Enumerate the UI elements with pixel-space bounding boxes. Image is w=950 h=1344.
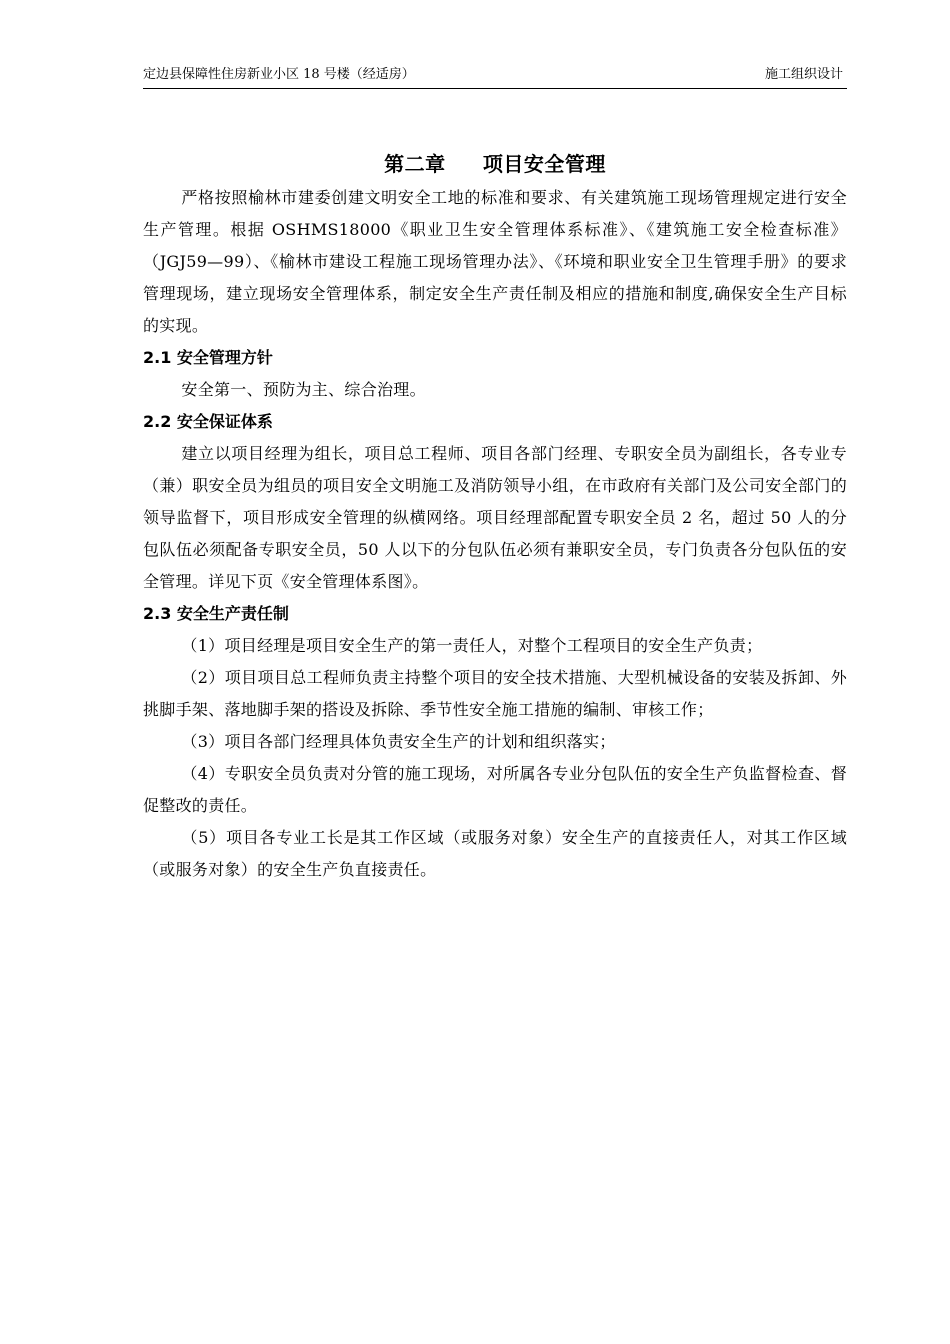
section-heading: 2.1 安全管理方针 — [143, 348, 273, 367]
responsibility-item: （1）项目经理是项目安全生产的第一责任人，对整个工程项目的安全生产负责； — [181, 636, 763, 655]
intro-paragraph: 严格按照榆林市建委创建文明安全工地的标准和要求、有关建筑施工现场管理规定进行安全生产管理。根据 OSHMS18000《职业卫生安全管理体系标准》、《建筑施工安全检查标准》（JGJ59—99）、《榆林市建设工程施工现场管理办法》、《环境和职业安全卫生管理手册》的要求管理现场，建立现场安全管理体系，制定安全生产责任制及相应的措施和制度,确保安全生产目标的实现。 — [143, 188, 847, 335]
header-project-name: 定边县保障性住房新业小区 18 号楼（经适房） — [143, 67, 415, 82]
responsibility-item: （2）项目项目总工程师负责主持整个项目的安全技术措施、大型机械设备的安装及拆卸、外挑脚手架、落地脚手架的搭设及拆除、季节性安全施工措施的编制、审核工作； — [143, 668, 847, 719]
section-paragraph: 安全第一、预防为主、综合治理。 — [181, 380, 426, 399]
section-heading: 2.3 安全生产责任制 — [143, 604, 289, 623]
responsibility-item: （5）项目各专业工长是其工作区域（或服务对象）安全生产的直接责任人，对其工作区域（或服务对象）的安全生产负直接责任。 — [143, 828, 847, 879]
responsibility-item: （4）专职安全员负责对分管的施工现场，对所属各专业分包队伍的安全生产负监督检查、督促整改的责任。 — [143, 764, 847, 815]
chapter-title: 第二章 项目安全管理 — [384, 152, 606, 176]
section-heading: 2.2 安全保证体系 — [143, 412, 273, 431]
page-header — [143, 62, 847, 89]
header-document-type: 施工组织设计 — [764, 67, 843, 82]
responsibility-item: （3）项目各部门经理具体负责安全生产的计划和组织落实； — [181, 732, 616, 751]
document-body — [143, 146, 847, 886]
section-paragraph: 建立以项目经理为组长，项目总工程师、项目各部门经理、专职安全员为副组长，各专业专（兼）职安全员为组员的项目安全文明施工及消防领导小组，在市政府有关部门及公司安全部门的领导监督下，项目形成安全管理的纵横网络。项目经理部配置专职安全员 2 名，超过 50 人的分包队伍必须配备专职安全员，50 人以下的分包队伍必须有兼职安全员，专门负责各分包队伍的安全管理。详见下页《安全管理体系图》。 — [143, 444, 847, 591]
